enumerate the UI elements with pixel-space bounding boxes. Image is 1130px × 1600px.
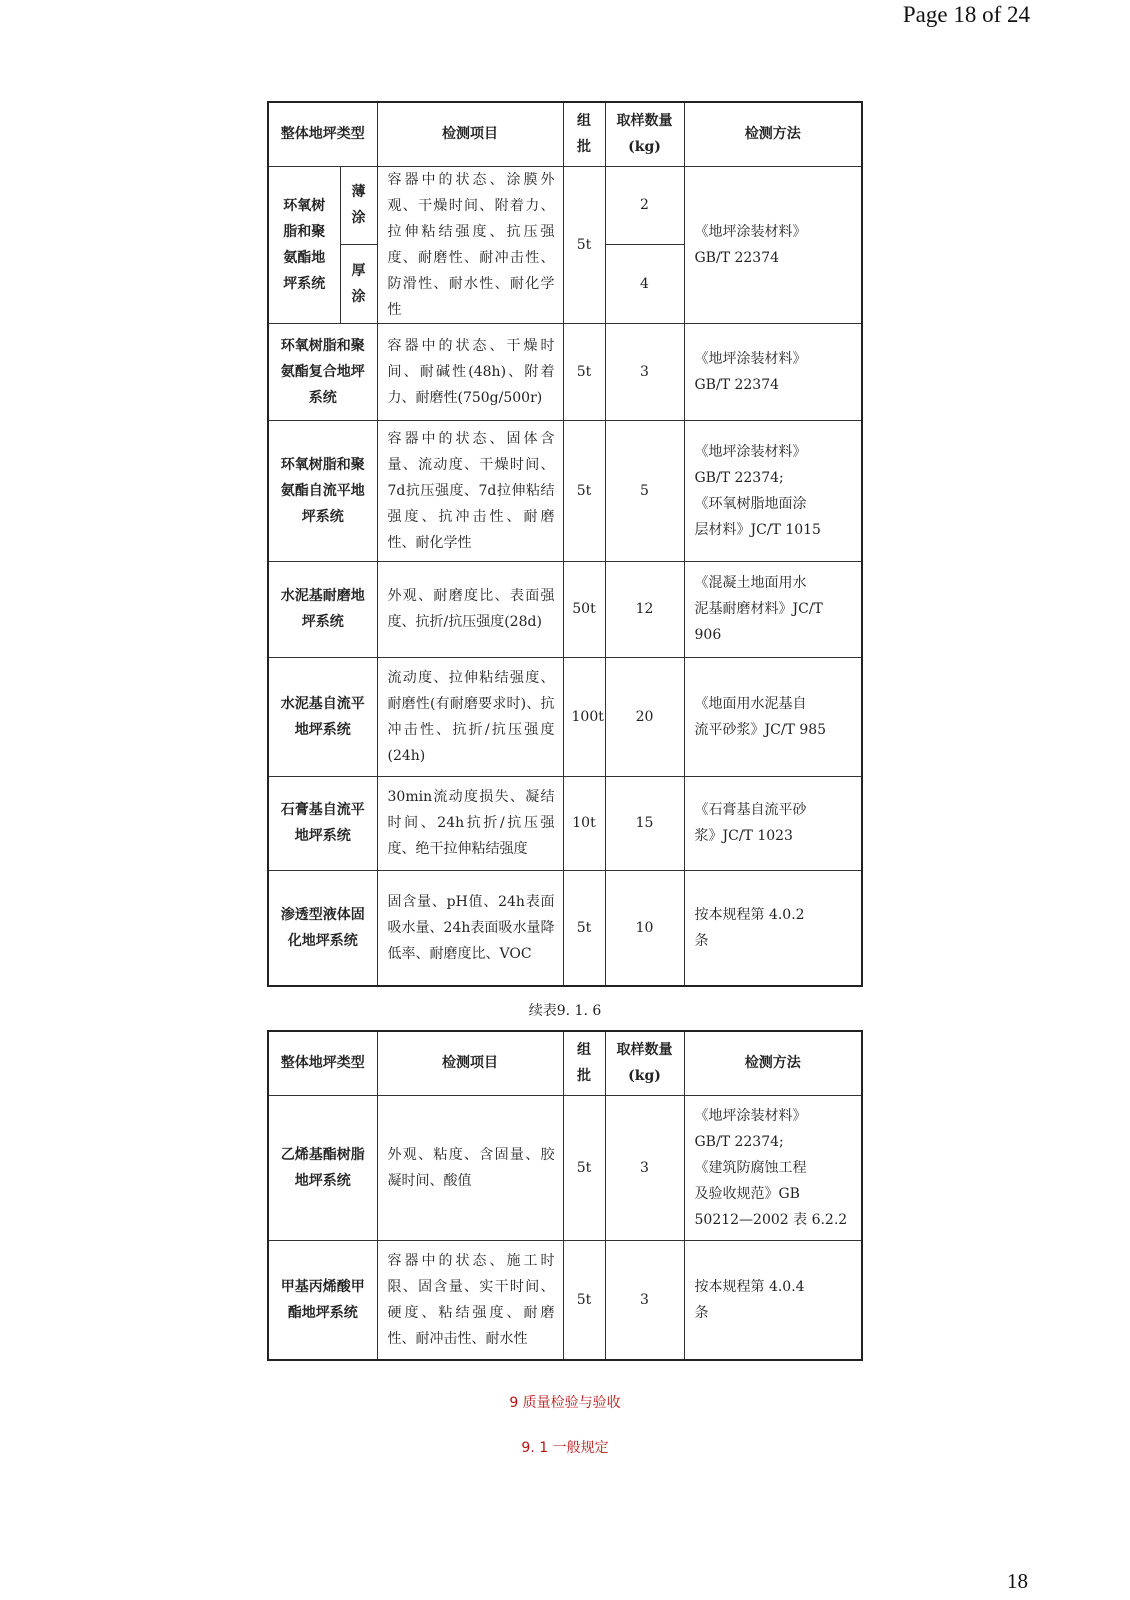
page-header: Page 18 of 24 [902, 2, 1030, 27]
batch-cell: 5t [563, 1240, 605, 1360]
table-row [268, 420, 862, 561]
table-header-row [268, 1031, 862, 1095]
sample-qty-cell: 20 [605, 657, 684, 776]
method-line: 50212—2002 表 6.2.2 [694, 1211, 848, 1228]
sample-qty-cell: 12 [605, 561, 684, 657]
floor-type-cell: 石膏基自流平地坪系统 [268, 776, 377, 870]
header-sample-qty-label: 取样数量 [616, 113, 673, 130]
batch-cell: 10t [563, 776, 605, 870]
inspection-table-1 [267, 101, 863, 987]
header-test-item: 检测项目 [377, 1031, 563, 1095]
batch-cell: 5t [563, 323, 605, 420]
floor-type-cell: 水泥基自流平地坪系统 [268, 657, 377, 776]
header-floor-type: 整体地坪类型 [268, 102, 377, 166]
method-line: 《建筑防腐蚀工程 [694, 1159, 807, 1176]
sample-qty-cell: 3 [605, 323, 684, 420]
header-sample-qty-unit: (kg) [628, 139, 661, 156]
toc-link-chapter-9[interactable]: 9 质量检验与验收 [509, 1395, 621, 1411]
method-line: 层材料》JC/T 1015 [694, 521, 821, 538]
table-row [268, 166, 862, 245]
subtype-thin: 薄涂 [340, 166, 377, 245]
test-method-cell [684, 323, 862, 420]
method-line: 浆》JC/T 1023 [694, 828, 793, 844]
method-line: 《地坪涂装材料》 [694, 443, 807, 460]
table-row [268, 323, 862, 420]
table-header-row [268, 102, 862, 166]
inspection-table-2 [267, 1030, 863, 1361]
method-line: 《石膏基自流平砂 [694, 802, 807, 818]
sample-qty-cell: 3 [605, 1095, 684, 1240]
test-item-cell: 30min流动度损失、凝结时间、24h抗折/抗压强度、绝干拉伸粘结强度 [377, 776, 563, 870]
floor-type-cell: 甲基丙烯酸甲酯地坪系统 [268, 1240, 377, 1360]
sample-qty-cell: 3 [605, 1240, 684, 1360]
test-item-cell: 外观、粘度、含固量、胶凝时间、酸值 [377, 1095, 563, 1240]
method-line: 《地坪涂装材料》 [694, 350, 807, 367]
test-method-cell [684, 1240, 862, 1360]
method-line: 条 [694, 932, 709, 949]
sample-qty-cell: 5 [605, 420, 684, 561]
table-row [268, 1095, 862, 1240]
method-line: 《环氧树脂地面涂 [694, 495, 807, 512]
test-method-cell [684, 420, 862, 561]
method-line: 《地坪涂装材料》 [694, 223, 807, 240]
test-method-cell [684, 1095, 862, 1240]
table-row [268, 1240, 862, 1360]
page-number: 18 [1007, 1569, 1028, 1593]
header-sample-qty [605, 102, 684, 166]
floor-type-cell: 乙烯基酯树脂地坪系统 [268, 1095, 377, 1240]
method-line: 流平砂浆》JC/T 985 [694, 721, 827, 738]
test-method-cell [684, 657, 862, 776]
floor-type-cell: 水泥基耐磨地坪系统 [268, 561, 377, 657]
header-sample-qty-unit: (kg) [628, 1068, 661, 1085]
method-line: GB/T 22374; [694, 469, 784, 486]
floor-type-cell: 环氧树脂和聚氨酯自流平地坪系统 [268, 420, 377, 561]
test-method-cell [684, 561, 862, 657]
test-method-cell [684, 776, 862, 870]
batch-cell: 100t [563, 657, 605, 776]
method-line: 《地面用水泥基自 [694, 695, 807, 712]
method-line: 按本规程第 4.0.2 [694, 906, 805, 923]
method-line: 及验收规范》GB [694, 1185, 800, 1202]
sample-qty-cell: 2 [605, 166, 684, 245]
batch-cell: 50t [563, 561, 605, 657]
header-sample-qty-label: 取样数量 [616, 1042, 673, 1059]
sample-qty-cell: 10 [605, 870, 684, 986]
sample-qty-cell: 4 [605, 245, 684, 324]
test-item-cell: 固含量、pH值、24h表面吸水量、24h表面吸水量降低率、耐磨度比、VOC [377, 870, 563, 986]
table-caption: 续表9. 1. 6 [528, 1003, 602, 1019]
sample-qty-cell: 15 [605, 776, 684, 870]
method-line: 906 [694, 627, 722, 643]
floor-type-cell: 环氧树脂和聚氨酯地坪系统 [268, 166, 340, 323]
table-row [268, 561, 862, 657]
table-row [268, 870, 862, 986]
batch-cell: 5t [563, 166, 605, 323]
test-method-cell [684, 166, 862, 323]
method-line: 《地坪涂装材料》 [694, 1107, 807, 1124]
method-line: GB/T 22374 [694, 376, 780, 393]
test-item-cell: 容器中的状态、干燥时间、耐碱性(48h)、附着力、耐磨性(750g/500r) [377, 323, 563, 420]
test-method-cell [684, 870, 862, 986]
test-item-cell: 外观、耐磨度比、表面强度、抗折/抗压强度(28d) [377, 561, 563, 657]
test-item-cell: 容器中的状态、施工时限、固含量、实干时间、硬度、粘结强度、耐磨性、耐冲击性、耐水性 [377, 1240, 563, 1360]
header-sample-qty [605, 1031, 684, 1095]
method-line: GB/T 22374; [694, 1133, 784, 1150]
test-item-cell: 容器中的状态、固体含量、流动度、干燥时间、7d抗压强度、7d拉伸粘结强度、抗冲击性、耐磨性、耐化学性 [377, 420, 563, 561]
test-item-cell: 容器中的状态、涂膜外观、干燥时间、附着力、拉伸粘结强度、抗压强度、耐磨性、耐冲击性、防滑性、耐水性、耐化学性 [377, 166, 563, 323]
table-row [268, 776, 862, 870]
table-row [268, 657, 862, 776]
method-line: GB/T 22374 [694, 249, 780, 266]
floor-type-cell: 环氧树脂和聚氨酯复合地坪系统 [268, 323, 377, 420]
header-floor-type: 整体地坪类型 [268, 1031, 377, 1095]
header-test-method: 检测方法 [684, 102, 862, 166]
toc-link-section-9-1[interactable]: 9. 1 一般规定 [521, 1440, 609, 1456]
header-batch: 组批 [563, 102, 605, 166]
header-test-item: 检测项目 [377, 102, 563, 166]
method-line: 按本规程第 4.0.4 [694, 1278, 805, 1295]
header-batch: 组批 [563, 1031, 605, 1095]
method-line: 泥基耐磨材料》JC/T [694, 601, 823, 617]
test-item-cell: 流动度、拉伸粘结强度、耐磨性(有耐磨要求时)、抗冲击性、抗折/抗压强度(24h) [377, 657, 563, 776]
batch-cell: 5t [563, 1095, 605, 1240]
method-line: 《混凝土地面用水 [694, 575, 807, 591]
batch-cell: 5t [563, 420, 605, 561]
method-line: 条 [694, 1304, 709, 1321]
subtype-thick: 厚涂 [340, 245, 377, 324]
batch-cell: 5t [563, 870, 605, 986]
header-test-method: 检测方法 [684, 1031, 862, 1095]
floor-type-cell: 渗透型液体固化地坪系统 [268, 870, 377, 986]
